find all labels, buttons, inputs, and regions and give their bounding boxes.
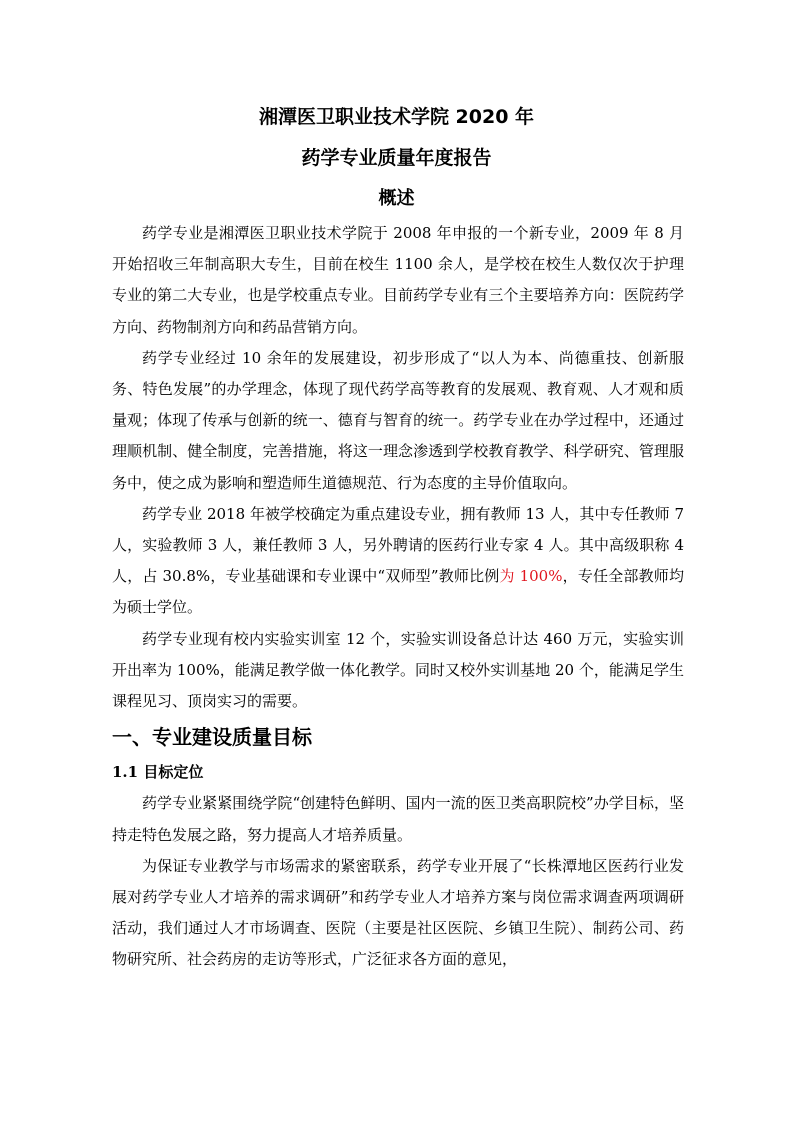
document-body <box>112 218 684 976</box>
subsection-heading: 1.1 目标定位 <box>112 763 204 782</box>
paragraph-intro: 药学专业是湘潭医卫职业技术学院于 2008 年申报的一个新专业，2009 年 8 月开始招收三年制高职大专生，目前在校生 1100 余人，是学校在校生人数仅次于护理专业的第二大专业，也是学校重点专业。目前药学专业有三个主要培养方向：医院药学方向、药物制剂方向和药品营销方向。 <box>112 224 684 336</box>
paragraph-philosophy: 药学专业经过 10 余年的发展建设，初步形成了“以人为本、尚德重技、创新服务、特色发展”的办学理念，体现了现代药学高等教育的发展观、教育观、人才观和质量观；体现了传承与创新的统一、德育与智育的统一。药学专业在办学过程中，还通过理顺机制、健全制度，完善措施，将这一理念渗透到学校教育教学、科学研究、管理服务中，使之成为影响和塑造师生道德规范、行为态度的主导价值取向。 <box>112 348 684 492</box>
report-title-line2: 药学专业质量年度报告 <box>301 147 492 169</box>
paragraph-research: 为保证专业教学与市场需求的紧密联系，药学专业开展了“长株潭地区医药行业发展对药学专业人才培养的需求调研”和药学专业人才培养方案与岗位需求调查两项调研活动，我们通过人才市场调查、医院（主要是社区医院、乡镇卫生院）、制药公司、药物研究所、社会药房的走访等形式，广泛征求各方面的意见， <box>112 856 684 969</box>
report-title-line1: 湘潭医卫职业技术学院 2020 年 <box>258 106 535 128</box>
paragraph-goal: 药学专业紧紧围绕学院“创建特色鲜明、国内一流的医卫类高职院校”办学目标，坚持走特色发展之路，努力提高人才培养质量。 <box>112 794 684 844</box>
highlight-percentage: 为 100% <box>499 567 563 586</box>
faculty-text-end: ，专任全部教师均为硕士学位。 <box>112 567 684 617</box>
faculty-text: 药学专业 2018 年被学校确定为重点建设专业，拥有教师 13 人，其中专任教师 7 人，实验教师 3 人，兼任教师 3 人，另外聘请的医药行业专家 4 人。其中高级职称 4 人，占 30.8%，专业基础课和专业课中“双师型”教师比例 <box>112 504 684 586</box>
paragraph-faculty <box>112 499 684 624</box>
section-heading: 一、专业建设质量目标 <box>112 725 312 750</box>
paragraph-facilities: 药学专业现有校内实验实训室 12 个，实验实训设备总计达 460 万元，实验实训开出率为 100%，能满足教学做一体化教学。同时又校外实训基地 20 个，能满足学生课程见习、顶岗实习的需要。 <box>112 629 684 711</box>
overview-heading: 概述 <box>378 188 415 209</box>
